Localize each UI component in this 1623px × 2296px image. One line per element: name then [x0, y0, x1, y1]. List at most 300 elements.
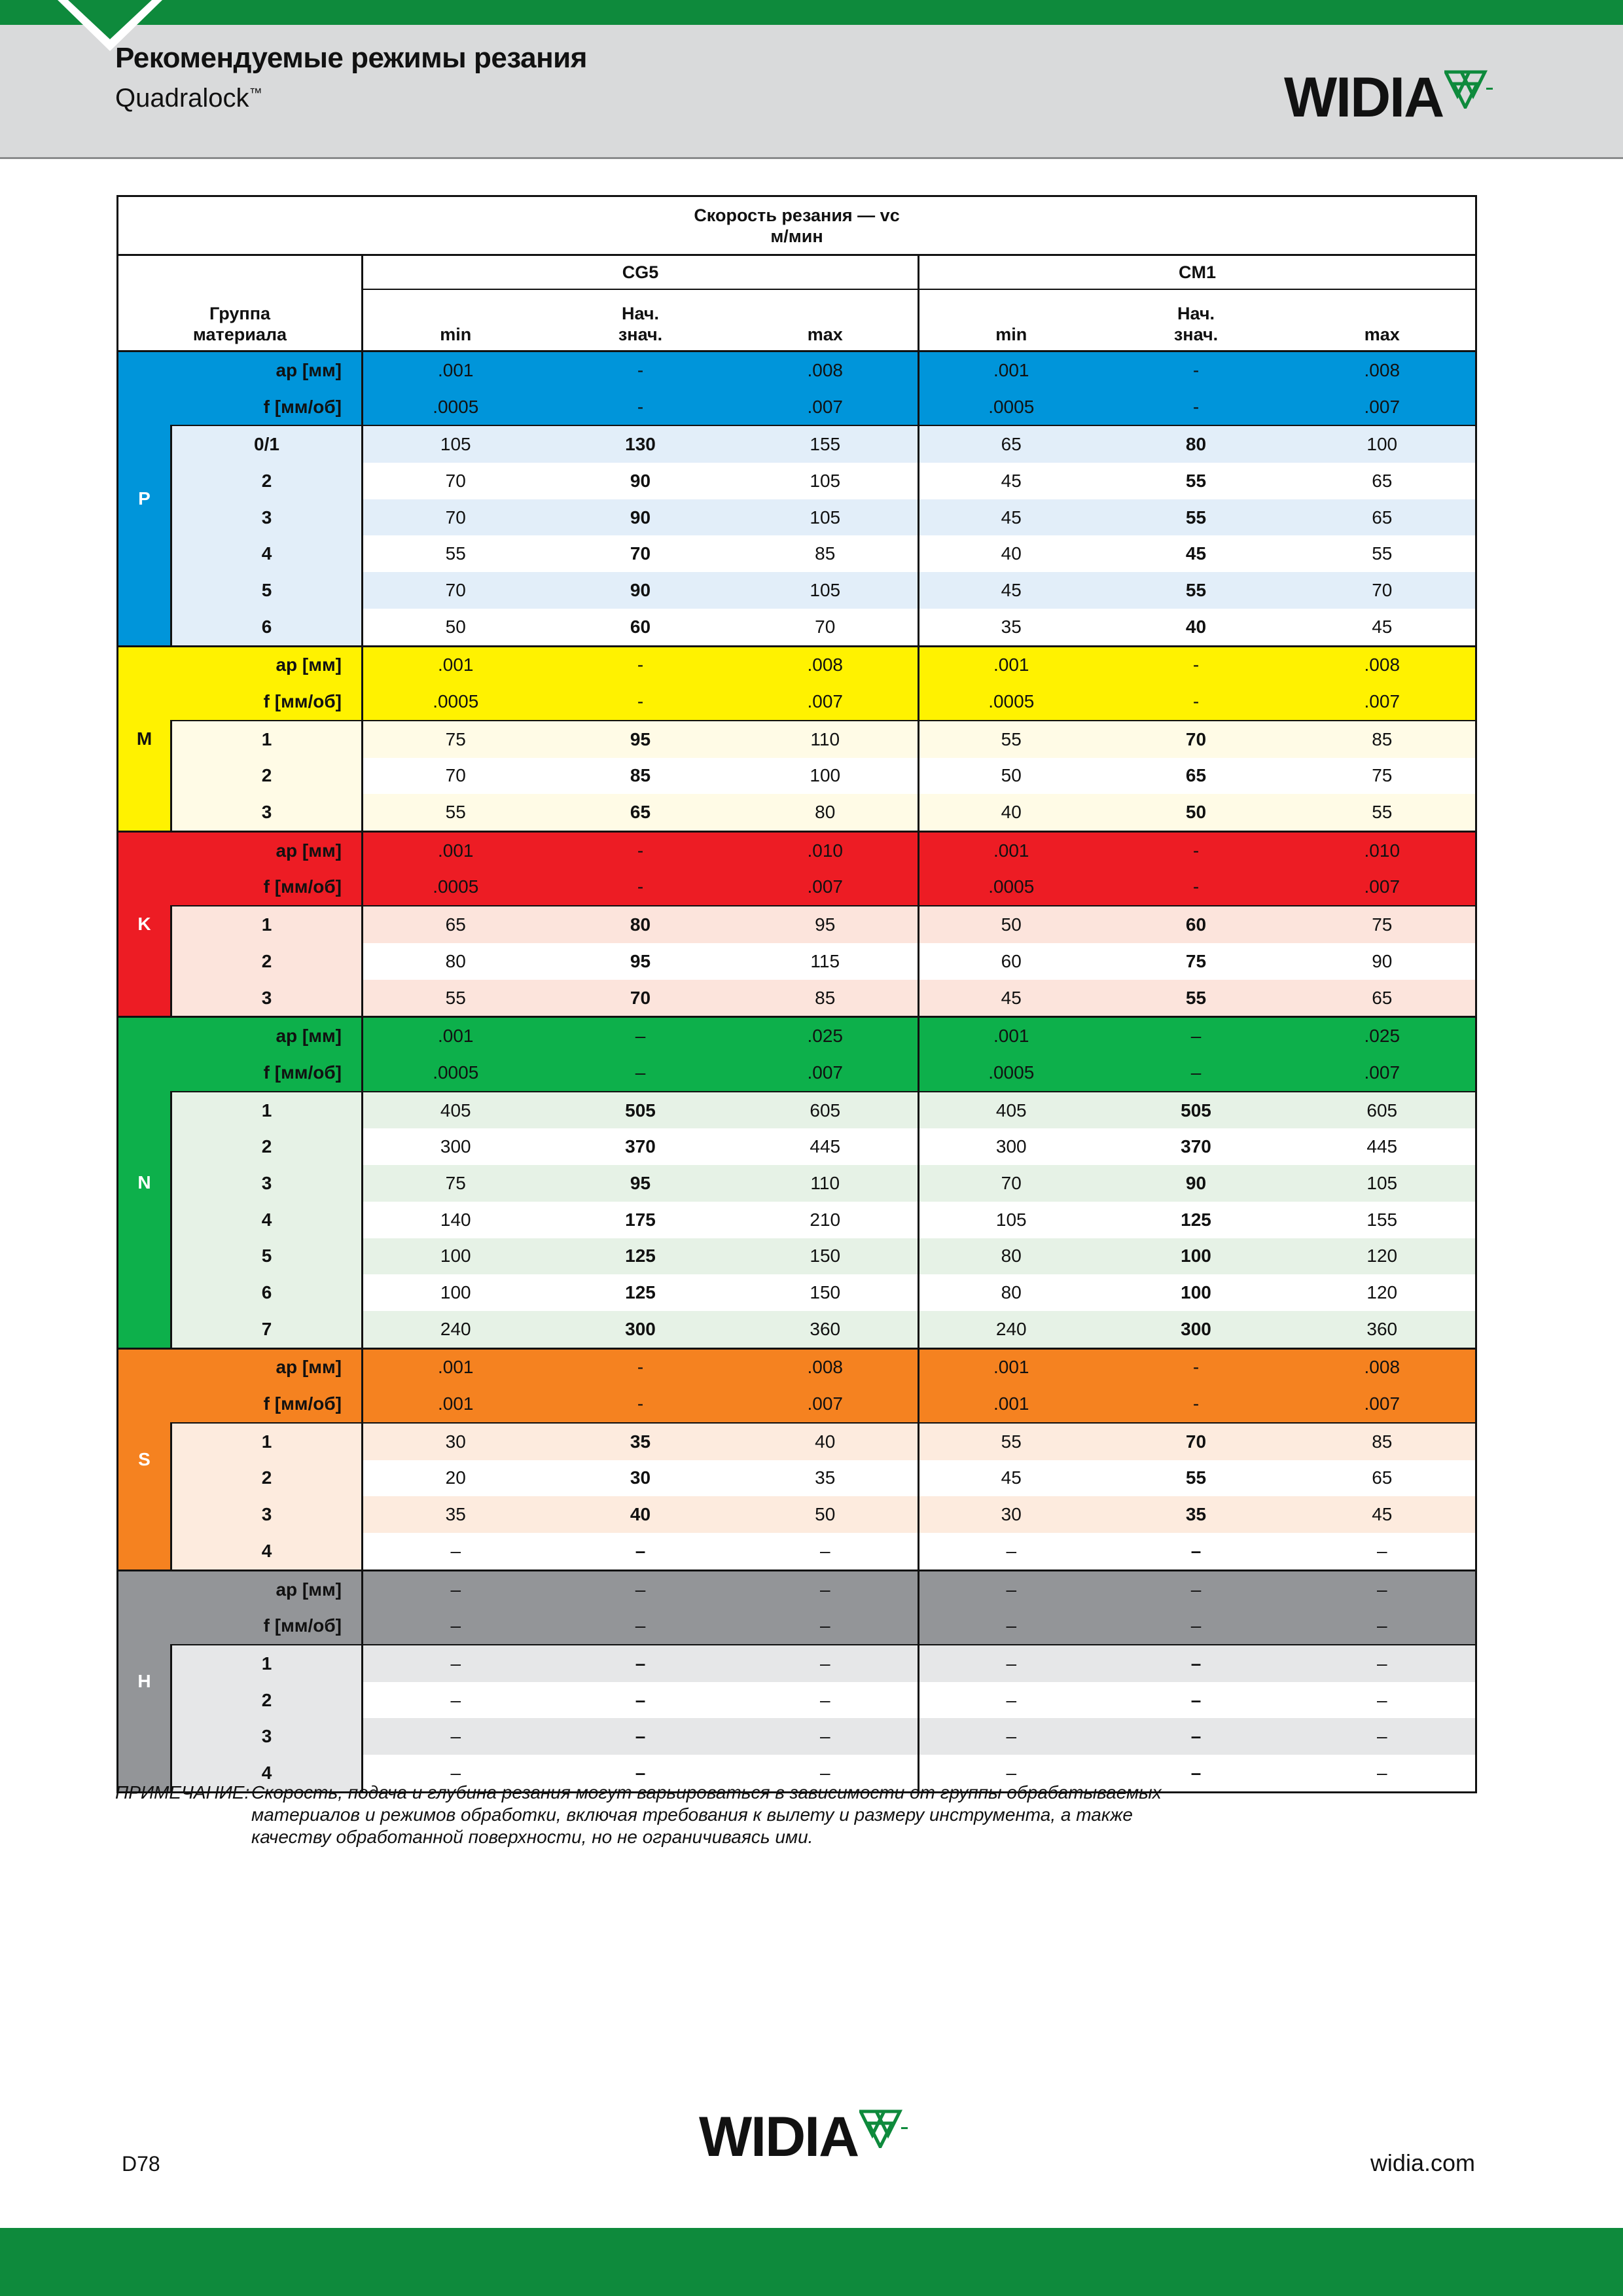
param-value: .0005: [363, 683, 548, 721]
widia-logo-footer: [699, 2106, 909, 2168]
speed-value: 35: [363, 1496, 548, 1533]
param-row-f: [118, 1607, 1476, 1645]
table-row: [118, 1274, 1476, 1311]
speed-value: 100: [363, 1238, 548, 1275]
website-link[interactable]: widia.com: [1370, 2149, 1475, 2176]
page-title: Рекомендуемые режимы резания: [115, 42, 587, 74]
material-subgroup: 3: [171, 1496, 363, 1533]
speed-value: 505: [548, 1092, 733, 1129]
table-row: [118, 721, 1476, 758]
speed-value: 140: [363, 1202, 548, 1238]
speed-value: –: [1103, 1718, 1289, 1755]
speed-value: 65: [1289, 980, 1476, 1017]
subtitle-text: Quadralock: [115, 84, 249, 113]
param-value: -: [1103, 389, 1289, 426]
speed-value: 30: [919, 1496, 1103, 1533]
speed-value: 45: [1103, 535, 1289, 572]
speed-value: 100: [733, 758, 919, 795]
param-value: .008: [733, 646, 919, 683]
caption-unit: м/мин: [770, 226, 823, 246]
speed-value: 80: [919, 1238, 1103, 1275]
speed-value: –: [919, 1682, 1103, 1719]
speed-value: –: [548, 1718, 733, 1755]
param-value: -: [548, 1386, 733, 1423]
table-row: [118, 1718, 1476, 1755]
speed-value: 65: [1103, 758, 1289, 795]
param-row-ap: [118, 351, 1476, 389]
param-value: –: [1103, 1570, 1289, 1607]
speed-value: 120: [1289, 1274, 1476, 1311]
material-subgroup: 6: [171, 609, 363, 646]
param-value: –: [1289, 1607, 1476, 1645]
speed-value: 45: [1289, 609, 1476, 646]
speed-value: 105: [733, 463, 919, 499]
speed-value: 90: [548, 572, 733, 609]
page-subtitle: [115, 84, 262, 113]
table-row: [118, 609, 1476, 646]
speed-value: 40: [919, 535, 1103, 572]
table-row: [118, 1682, 1476, 1719]
param-value: -: [548, 1348, 733, 1386]
speed-value: 75: [363, 1165, 548, 1202]
speed-value: 80: [919, 1274, 1103, 1311]
speed-value: 50: [1103, 794, 1289, 831]
speed-value: 55: [1103, 1460, 1289, 1497]
speed-value: 65: [1289, 499, 1476, 536]
speed-value: 45: [1289, 1496, 1476, 1533]
param-row-f: [118, 869, 1476, 906]
param-row-ap: [118, 1017, 1476, 1054]
speed-value: 55: [1103, 463, 1289, 499]
speed-value: 95: [548, 943, 733, 980]
param-value: –: [363, 1570, 548, 1607]
param-value: –: [1103, 1017, 1289, 1054]
speed-value: 40: [919, 794, 1103, 831]
speed-value: 240: [363, 1311, 548, 1348]
speed-value: –: [1289, 1718, 1476, 1755]
grade-cm1-header: CM1: [919, 255, 1476, 290]
speed-value: 300: [1103, 1311, 1289, 1348]
footnote-line: материалов и режимов обработки, включая требования к вылету и размеру инструмента, а также: [251, 1804, 1133, 1825]
speed-value: 405: [919, 1092, 1103, 1129]
speed-value: 80: [363, 943, 548, 980]
table-row: [118, 1238, 1476, 1275]
speed-value: 55: [363, 980, 548, 1017]
table-row: [118, 943, 1476, 980]
speed-value: 60: [1103, 906, 1289, 943]
speed-value: 70: [1103, 1423, 1289, 1460]
param-value: .0005: [363, 1054, 548, 1092]
speed-value: 150: [733, 1274, 919, 1311]
table-row: [118, 499, 1476, 536]
param-value: -: [1103, 683, 1289, 721]
corner-triangle: [68, 0, 152, 39]
speed-value: 155: [733, 425, 919, 463]
col-min-cm1: min: [919, 289, 1103, 351]
speed-value: 445: [1289, 1128, 1476, 1165]
param-value: -: [548, 869, 733, 906]
speed-value: 45: [919, 980, 1103, 1017]
speed-value: 95: [733, 906, 919, 943]
param-value: .0005: [919, 683, 1103, 721]
material-subgroup: 5: [171, 1238, 363, 1275]
speed-value: 40: [1103, 609, 1289, 646]
speed-value: 55: [919, 721, 1103, 758]
speed-value: –: [548, 1682, 733, 1719]
speed-value: –: [363, 1682, 548, 1719]
table-row: [118, 906, 1476, 943]
speed-value: –: [1289, 1755, 1476, 1792]
speed-value: –: [733, 1718, 919, 1755]
param-row-f: [118, 1054, 1476, 1092]
speed-value: 125: [548, 1238, 733, 1275]
speed-value: 70: [1289, 572, 1476, 609]
speed-value: 105: [733, 499, 919, 536]
material-subgroup: 3: [171, 1165, 363, 1202]
speed-value: 95: [548, 721, 733, 758]
material-subgroup: 1: [171, 1092, 363, 1129]
footnote-line: Скорость, подача и глубина резания могут варьироваться в зависимости от группы обрабатываемых: [251, 1782, 1162, 1803]
speed-value: 120: [1289, 1238, 1476, 1275]
speed-value: 90: [1289, 943, 1476, 980]
table-row: [118, 794, 1476, 831]
param-label: ap [мм]: [171, 646, 363, 683]
param-value: .007: [1289, 389, 1476, 426]
speed-value: 75: [1289, 758, 1476, 795]
param-value: .025: [1289, 1017, 1476, 1054]
footnote-body: [251, 1782, 1272, 1848]
param-label: f [мм/об]: [171, 869, 363, 906]
param-value: .001: [363, 1348, 548, 1386]
param-value: –: [548, 1570, 733, 1607]
speed-value: –: [363, 1645, 548, 1682]
speed-value: 125: [1103, 1202, 1289, 1238]
param-label: f [мм/об]: [171, 1386, 363, 1423]
material-group-letter: N: [118, 1017, 171, 1348]
param-value: -: [1103, 1386, 1289, 1423]
logo-wordmark: WIDIA: [699, 2106, 859, 2168]
param-row-f: [118, 1386, 1476, 1423]
param-label: f [мм/об]: [171, 683, 363, 721]
speed-value: 85: [733, 980, 919, 1017]
speed-value: 360: [733, 1311, 919, 1348]
speed-value: 85: [548, 758, 733, 795]
table-row: [118, 463, 1476, 499]
material-subgroup: 1: [171, 1645, 363, 1682]
page-number: D78: [122, 2152, 160, 2176]
speed-value: –: [363, 1718, 548, 1755]
table-row: [118, 1165, 1476, 1202]
speed-value: 70: [363, 499, 548, 536]
col-start-line1: Нач.: [621, 304, 660, 323]
speed-value: 70: [363, 463, 548, 499]
speed-value: 50: [919, 758, 1103, 795]
param-value: -: [1103, 351, 1289, 389]
speed-value: 35: [548, 1423, 733, 1460]
col-start-line1: Нач.: [1177, 304, 1215, 323]
speed-value: 405: [363, 1092, 548, 1129]
param-value: .001: [363, 351, 548, 389]
param-label: f [мм/об]: [171, 1607, 363, 1645]
table-row: [118, 758, 1476, 795]
group-header-line1: Группа: [209, 304, 271, 323]
speed-value: 65: [548, 794, 733, 831]
speed-value: –: [919, 1718, 1103, 1755]
param-value: .001: [919, 1017, 1103, 1054]
table-row: [118, 1496, 1476, 1533]
param-value: -: [1103, 831, 1289, 869]
param-value: –: [363, 1607, 548, 1645]
speed-value: 95: [548, 1165, 733, 1202]
col-start-line2: знач.: [618, 325, 663, 344]
speed-value: 240: [919, 1311, 1103, 1348]
param-value: .0005: [363, 389, 548, 426]
material-subgroup: 2: [171, 943, 363, 980]
speed-value: 605: [733, 1092, 919, 1129]
param-row-ap: [118, 1348, 1476, 1386]
material-group-letter: H: [118, 1570, 171, 1792]
widia-logo-header: [1284, 66, 1494, 129]
speed-value: 30: [548, 1460, 733, 1497]
speed-value: 110: [733, 721, 919, 758]
speed-value: 105: [1289, 1165, 1476, 1202]
col-min-cg5: min: [363, 289, 548, 351]
table-row: [118, 1423, 1476, 1460]
param-value: .007: [1289, 683, 1476, 721]
material-subgroup: 2: [171, 1460, 363, 1497]
param-row-f: [118, 389, 1476, 426]
table-row: [118, 1202, 1476, 1238]
param-value: .001: [919, 351, 1103, 389]
speed-value: 65: [1289, 1460, 1476, 1497]
speed-value: –: [1103, 1682, 1289, 1719]
speed-value: 105: [919, 1202, 1103, 1238]
speed-value: –: [919, 1645, 1103, 1682]
col-max-cg5: max: [733, 289, 919, 351]
param-label: ap [мм]: [171, 1017, 363, 1054]
speed-value: 55: [1289, 794, 1476, 831]
speed-value: 50: [733, 1496, 919, 1533]
param-value: –: [1289, 1570, 1476, 1607]
param-value: -: [1103, 646, 1289, 683]
speed-value: –: [733, 1533, 919, 1570]
param-value: .008: [1289, 351, 1476, 389]
material-subgroup: 1: [171, 1423, 363, 1460]
speed-value: 45: [919, 463, 1103, 499]
material-subgroup: 0/1: [171, 425, 363, 463]
param-label: f [мм/об]: [171, 1054, 363, 1092]
speed-value: 40: [548, 1496, 733, 1533]
footnote-lead: ПРИМЕЧАНИЕ:: [115, 1782, 250, 1803]
material-subgroup: 4: [171, 1533, 363, 1570]
speed-value: 65: [363, 906, 548, 943]
param-value: .001: [363, 831, 548, 869]
material-subgroup: 3: [171, 794, 363, 831]
table-row: [118, 1311, 1476, 1348]
speed-value: –: [733, 1755, 919, 1792]
speed-value: –: [1289, 1645, 1476, 1682]
speed-value: 90: [548, 499, 733, 536]
table-row: [118, 1092, 1476, 1129]
speed-value: 20: [363, 1460, 548, 1497]
speed-value: –: [733, 1682, 919, 1719]
speed-value: 115: [733, 943, 919, 980]
param-value: –: [548, 1017, 733, 1054]
param-label: ap [мм]: [171, 831, 363, 869]
speed-value: 85: [1289, 1423, 1476, 1460]
param-value: .008: [733, 1348, 919, 1386]
material-subgroup: 2: [171, 758, 363, 795]
speed-value: 80: [548, 906, 733, 943]
param-value: .007: [1289, 869, 1476, 906]
speed-value: 35: [733, 1460, 919, 1497]
speed-value: 90: [548, 463, 733, 499]
material-subgroup: 2: [171, 1128, 363, 1165]
param-value: .010: [733, 831, 919, 869]
param-value: –: [548, 1054, 733, 1092]
param-label: ap [мм]: [171, 1570, 363, 1607]
param-value: .008: [1289, 646, 1476, 683]
speed-value: 65: [1289, 463, 1476, 499]
material-subgroup: 3: [171, 980, 363, 1017]
speed-value: 100: [1103, 1274, 1289, 1311]
speed-value: 70: [919, 1165, 1103, 1202]
bottom-green-bar: [0, 2228, 1623, 2296]
param-label: ap [мм]: [171, 351, 363, 389]
param-value: .025: [733, 1017, 919, 1054]
col-max-cm1: max: [1289, 289, 1476, 351]
material-group-letter: S: [118, 1348, 171, 1570]
table-row: [118, 1645, 1476, 1682]
material-subgroup: 6: [171, 1274, 363, 1311]
group-header-line2: материала: [192, 325, 287, 344]
speed-value: –: [1103, 1645, 1289, 1682]
speed-value: 60: [548, 609, 733, 646]
speed-value: 85: [1289, 721, 1476, 758]
speed-value: –: [1289, 1533, 1476, 1570]
param-value: –: [548, 1607, 733, 1645]
param-value: .001: [363, 646, 548, 683]
param-value: -: [548, 389, 733, 426]
speed-value: 85: [733, 535, 919, 572]
group-header: [118, 255, 363, 351]
speed-value: 70: [548, 980, 733, 1017]
speed-value: –: [1103, 1533, 1289, 1570]
trademark-mark: ™: [249, 86, 262, 101]
footnote-line: качеству обработанной поверхности, но не ограничиваясь ими.: [251, 1827, 813, 1847]
speed-value: –: [733, 1645, 919, 1682]
speed-value: 605: [1289, 1092, 1476, 1129]
speed-value: 300: [919, 1128, 1103, 1165]
speed-value: 80: [733, 794, 919, 831]
param-value: .0005: [363, 869, 548, 906]
param-value: .008: [1289, 1348, 1476, 1386]
speed-value: 105: [363, 425, 548, 463]
param-value: –: [919, 1607, 1103, 1645]
speed-value: 55: [1289, 535, 1476, 572]
widia-triangles-icon: [1444, 69, 1494, 109]
speed-value: 130: [548, 425, 733, 463]
param-value: .001: [919, 646, 1103, 683]
param-row-ap: [118, 831, 1476, 869]
speed-value: –: [548, 1645, 733, 1682]
speed-value: 55: [363, 535, 548, 572]
param-value: .001: [919, 1348, 1103, 1386]
param-value: .0005: [919, 389, 1103, 426]
param-value: -: [1103, 869, 1289, 906]
caption-speed: Скорость резания — vc: [694, 205, 900, 225]
material-subgroup: 4: [171, 535, 363, 572]
speed-value: 105: [733, 572, 919, 609]
param-value: .001: [363, 1386, 548, 1423]
speed-value: 100: [363, 1274, 548, 1311]
grade-cg5-header: CG5: [363, 255, 919, 290]
speed-value: 90: [1103, 1165, 1289, 1202]
speed-value: 300: [363, 1128, 548, 1165]
material-subgroup: 1: [171, 906, 363, 943]
speed-value: 360: [1289, 1311, 1476, 1348]
speed-value: –: [548, 1755, 733, 1792]
param-value: .007: [733, 389, 919, 426]
speed-value: 65: [919, 425, 1103, 463]
speed-value: 75: [363, 721, 548, 758]
table-row: [118, 1460, 1476, 1497]
material-group-letter: K: [118, 831, 171, 1016]
speed-value: 445: [733, 1128, 919, 1165]
speed-value: –: [548, 1533, 733, 1570]
material-subgroup: 4: [171, 1755, 363, 1792]
param-value: .007: [733, 1386, 919, 1423]
cutting-speed-table: [116, 195, 1477, 1793]
param-value: .001: [919, 831, 1103, 869]
speed-value: 55: [363, 794, 548, 831]
speed-value: 370: [548, 1128, 733, 1165]
material-subgroup: 5: [171, 572, 363, 609]
speed-value: 45: [919, 572, 1103, 609]
param-row-f: [118, 683, 1476, 721]
param-label: ap [мм]: [171, 1348, 363, 1386]
speed-value: 70: [548, 535, 733, 572]
speed-value: 55: [1103, 572, 1289, 609]
param-value: –: [1103, 1054, 1289, 1092]
param-value: .0005: [919, 869, 1103, 906]
material-subgroup: 7: [171, 1311, 363, 1348]
speed-value: 55: [919, 1423, 1103, 1460]
param-value: .008: [733, 351, 919, 389]
param-value: .001: [919, 1386, 1103, 1423]
speed-value: 175: [548, 1202, 733, 1238]
speed-value: 35: [1103, 1496, 1289, 1533]
col-start-cg5: [548, 289, 733, 351]
param-value: -: [548, 646, 733, 683]
speed-value: 35: [919, 609, 1103, 646]
param-value: .007: [1289, 1054, 1476, 1092]
speed-value: 60: [919, 943, 1103, 980]
param-value: .007: [733, 869, 919, 906]
param-value: .001: [363, 1017, 548, 1054]
col-start-line2: знач.: [1173, 325, 1219, 344]
speed-value: 110: [733, 1165, 919, 1202]
speed-value: 45: [919, 1460, 1103, 1497]
param-row-ap: [118, 646, 1476, 683]
speed-value: 100: [1103, 1238, 1289, 1275]
param-value: –: [733, 1607, 919, 1645]
speed-value: 70: [1103, 721, 1289, 758]
widia-triangles-icon: [859, 2109, 909, 2148]
speed-value: 55: [1103, 980, 1289, 1017]
param-value: .007: [1289, 1386, 1476, 1423]
speed-value: 125: [548, 1274, 733, 1311]
